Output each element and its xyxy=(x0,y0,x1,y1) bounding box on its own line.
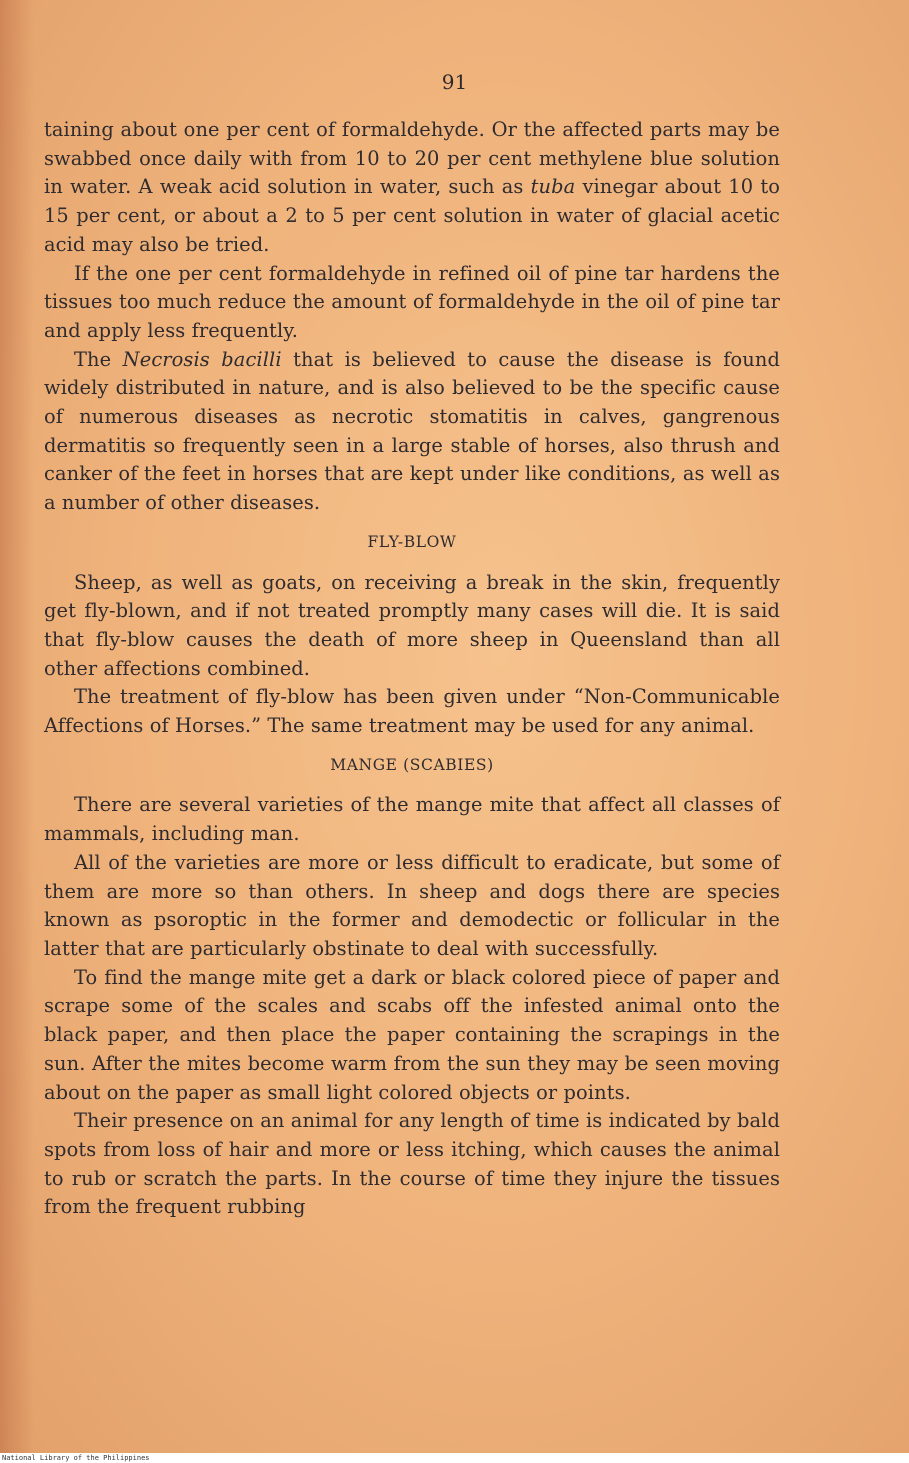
paragraph: The treatment of fly-blow has been given under “Non-Communicable Affections of Horses.” The same treatment may be used for any animal. xyxy=(44,685,780,738)
page-number: 91 xyxy=(441,70,468,94)
body-text xyxy=(44,116,780,1222)
paragraph: All of the varieties are more or less difficult to eradicate, but some of them are more so than others. In sheep and dogs there are species known as psoroptic in the former and demodectic or follicular in the latter that are particularly obstinate to deal with successfully. xyxy=(44,850,780,960)
paragraph: There are several varieties of the mange mite that affect all classes of mammals, including man. xyxy=(44,793,780,846)
library-credit: National Library of the Philippines xyxy=(2,1454,150,1462)
paragraph: Sheep, as well as goats, on receiving a break in the skin, frequently get fly-blown, and if not treated promptly many cases will die. It is said that fly-blow causes the death of more sheep in Queensland than all other affections combined. xyxy=(44,570,780,680)
paragraph: If the one per cent formaldehyde in refined oil of pine tar hardens the tissues too much reduce the amount of formaldehyde in the oil of pine tar and apply less frequently. xyxy=(44,261,780,342)
paragraph: The Necrosis bacilli that is believed to cause the disease is found widely distributed in nature, and is also believed to be the specific cause of numerous diseases as necrotic stomatitis in calves, gangrenous dermatitis so frequently seen in a large stable of horses, also thrush and canker of the feet in horses that are kept under like conditions, as well as a number of other diseases. xyxy=(44,347,781,515)
section-heading-mange: MANGE (SCABIES) xyxy=(330,755,494,774)
spine-shadow xyxy=(0,0,34,1453)
section-heading-fly-blow: FLY-BLOW xyxy=(367,532,457,551)
italic-term: tuba xyxy=(530,175,576,199)
paragraph-continued: taining about one per cent of formaldehyde. Or the affected parts may be swabbed once daily with from 10 to 20 per cent methylene blue solution in water. A weak acid solution in water, such as tuba vinegar about 10 to 15 per cent, or about a 2 to 5 per cent solution in water of glacial acetic acid may also be tried. xyxy=(44,118,780,256)
paragraph: Their presence on an animal for any length of time is indicated by bald spots from loss of hair and more or less itching, which causes the animal to rub or scratch the parts. In the course of time they injure the tissues from the frequent rubbing xyxy=(44,1109,780,1219)
paragraph: To find the mange mite get a dark or black colored piece of paper and scrape some of the scales and scabs off the infested animal onto the black paper, and then place the paper containing the scrapings in the sun. After the mites become warm from the sun they may be seen moving about on the paper as small light colored objects or points. xyxy=(44,965,780,1104)
italic-term: Necrosis bacilli xyxy=(122,347,282,371)
